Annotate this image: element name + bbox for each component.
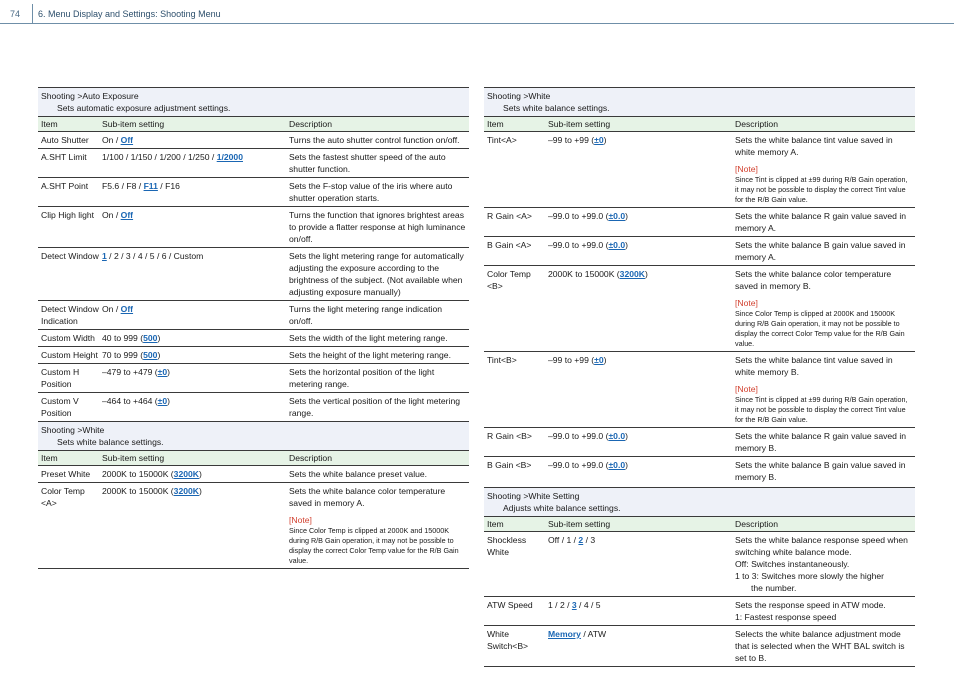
description-line: the number. bbox=[751, 583, 797, 593]
item-name: ATW Speed bbox=[487, 600, 533, 610]
item-name: R Gain <A> bbox=[487, 211, 532, 221]
setting-text: ) bbox=[157, 350, 161, 360]
default-value: 500 bbox=[143, 350, 158, 360]
column-header-item: Item bbox=[41, 453, 58, 463]
section-header bbox=[38, 87, 469, 116]
table-row bbox=[38, 207, 469, 248]
description-text: Sets the white balance color temperature saved in memory B. bbox=[735, 269, 892, 291]
setting-text: 40 to 999 ( bbox=[102, 333, 144, 343]
setting-text: ) bbox=[167, 367, 171, 377]
table-row bbox=[38, 149, 469, 178]
sub-item-setting bbox=[102, 180, 289, 204]
default-value: 3 bbox=[571, 600, 577, 610]
sub-item-setting bbox=[102, 332, 289, 344]
note-label: [Note] bbox=[735, 298, 758, 308]
left-column bbox=[38, 87, 469, 569]
item-name: B Gain <B> bbox=[487, 460, 532, 470]
default-value: 1 bbox=[102, 251, 107, 261]
sub-item-setting bbox=[548, 354, 735, 425]
default-value: 2 bbox=[578, 535, 584, 545]
table-row bbox=[38, 364, 469, 393]
sub-item-setting bbox=[548, 459, 735, 483]
column-header-item: Item bbox=[41, 119, 58, 129]
sub-item-setting bbox=[548, 534, 735, 594]
setting-text: ) bbox=[157, 333, 161, 343]
item-description: Sets the white balance R gain value saved in memory A. bbox=[735, 211, 907, 233]
setting-text: ) bbox=[625, 211, 628, 221]
item-description: Selects the white balance adjustment mode that is selected when the WHT BAL switch is set to B. bbox=[735, 629, 905, 663]
setting-text: –99.0 to +99.0 ( bbox=[548, 240, 609, 250]
setting-text: ) bbox=[603, 135, 607, 145]
note-text: Since Tint is clipped at ±99 during R/B Gain operation, it may not be possible to display the correct Tint value for the R/B Gain value. bbox=[735, 175, 908, 204]
page-number: 74 bbox=[10, 9, 21, 19]
description-text: Sets the white balance color temperature saved in memory A. bbox=[289, 486, 446, 508]
sub-item-setting bbox=[548, 210, 735, 234]
column-header-subitem: Sub-item setting bbox=[548, 519, 611, 529]
default-value: ±0 bbox=[157, 367, 168, 377]
item-description: Sets the white balance B gain value saved in memory B. bbox=[735, 460, 906, 482]
item-description bbox=[735, 534, 915, 594]
item-name: Detect Window Indication bbox=[41, 304, 99, 326]
table-column-headers bbox=[484, 116, 915, 132]
setting-text: 1/100 / 1/150 / 1/200 / 1/250 / bbox=[102, 152, 217, 162]
table-row bbox=[38, 132, 469, 149]
setting-text: On / bbox=[102, 304, 121, 314]
right-column bbox=[484, 87, 915, 667]
section-description: Sets automatic exposure adjustment settings. bbox=[57, 103, 231, 113]
item-name: Clip High light bbox=[41, 210, 95, 220]
setting-text: On / bbox=[102, 210, 121, 220]
default-value: Memory bbox=[548, 629, 581, 639]
table-row bbox=[38, 483, 469, 569]
default-value: ±0 bbox=[594, 135, 604, 145]
item-description: Sets the light metering range for automatically adjusting the exposure according to the brightness of the subject. (Not available when adjusting exposure manually) bbox=[289, 251, 464, 297]
column-header-item: Item bbox=[487, 519, 504, 529]
table-row bbox=[484, 428, 915, 457]
note-text: Since Color Temp is clipped at 2000K and 15000K during R/B Gain operation, it may not be possible to display the correct Color Temp value for the R/B Gain value. bbox=[735, 309, 905, 348]
setting-text: / 2 / 3 / 4 / 5 / 6 / Custom bbox=[106, 251, 204, 261]
setting-text: ) bbox=[625, 240, 628, 250]
table-row bbox=[484, 626, 915, 667]
item-name: Color Temp <B> bbox=[487, 269, 531, 291]
table-row bbox=[484, 532, 915, 597]
column-header-subitem: Sub-item setting bbox=[102, 453, 165, 463]
white-setting-table bbox=[484, 487, 915, 667]
setting-text: / F16 bbox=[157, 181, 180, 191]
setting-text: ) bbox=[167, 396, 171, 406]
item-name: Custom V Position bbox=[41, 396, 79, 418]
section-header bbox=[484, 87, 915, 116]
table-row bbox=[484, 457, 915, 487]
item-description: Sets the horizontal position of the light metering range. bbox=[289, 367, 435, 389]
section-title: Shooting >White Setting bbox=[487, 491, 580, 501]
default-value: Off bbox=[120, 210, 134, 220]
default-value: 1/2000 bbox=[216, 152, 243, 162]
table-row bbox=[38, 466, 469, 483]
note-label: [Note] bbox=[735, 164, 758, 174]
column-header-subitem: Sub-item setting bbox=[102, 119, 165, 129]
chapter-title: 6. Menu Display and Settings: Shooting Menu bbox=[38, 9, 221, 19]
default-value: 3200K bbox=[173, 486, 199, 496]
sub-item-setting bbox=[548, 430, 735, 454]
header-divider bbox=[32, 4, 33, 24]
table-row bbox=[484, 132, 915, 208]
table-column-headers bbox=[484, 516, 915, 532]
description-line: 1: Fastest response speed bbox=[735, 612, 837, 622]
setting-text: –99 to +99 ( bbox=[548, 355, 595, 365]
section-header bbox=[484, 487, 915, 516]
item-name: Color Temp <A> bbox=[41, 486, 85, 508]
default-value: 3200K bbox=[173, 469, 199, 479]
note-text: Since Color Temp is clipped at 2000K and 15000K during R/B Gain operation, it may not be possible to display the correct Color Temp value for the R/B Gain value. bbox=[289, 526, 459, 565]
setting-text: 70 to 999 ( bbox=[102, 350, 144, 360]
default-value: F11 bbox=[143, 181, 158, 191]
section-header bbox=[38, 421, 469, 450]
sub-item-setting bbox=[102, 349, 289, 361]
item-description bbox=[735, 354, 915, 425]
sub-item-setting bbox=[102, 151, 289, 175]
default-value: ±0 bbox=[594, 355, 604, 365]
default-value: ±0 bbox=[157, 396, 168, 406]
setting-text: On / bbox=[102, 135, 121, 145]
item-description bbox=[735, 268, 915, 349]
note-text: Since Tint is clipped at ±99 during R/B Gain operation, it may not be possible to display the correct Tint value for the R/B Gain value. bbox=[735, 395, 908, 424]
sub-item-setting bbox=[102, 395, 289, 419]
table-row bbox=[38, 347, 469, 364]
section-description: Adjusts white balance settings. bbox=[503, 503, 621, 513]
table-row bbox=[484, 597, 915, 626]
item-description: Turns the auto shutter control function on/off. bbox=[289, 135, 460, 145]
page-header bbox=[0, 0, 954, 24]
white-table-left bbox=[38, 421, 469, 569]
sub-item-setting bbox=[102, 134, 289, 146]
item-name: Shockless White bbox=[487, 535, 527, 557]
setting-text: / 4 / 5 bbox=[576, 600, 601, 610]
item-description: Sets the fastest shutter speed of the auto shutter function. bbox=[289, 152, 446, 174]
setting-text: F5.6 / F8 / bbox=[102, 181, 144, 191]
item-name: White Switch<B> bbox=[487, 629, 529, 651]
item-description: Sets the white balance preset value. bbox=[289, 469, 428, 479]
table-row bbox=[38, 301, 469, 330]
setting-text: –99 to +99 ( bbox=[548, 135, 595, 145]
setting-text: 1 / 2 / bbox=[548, 600, 572, 610]
setting-text: –464 to +464 ( bbox=[102, 396, 158, 406]
sub-item-setting bbox=[102, 485, 289, 566]
setting-text: Off / 1 / bbox=[548, 535, 579, 545]
table-row bbox=[38, 393, 469, 421]
item-name: Custom Height bbox=[41, 350, 98, 360]
sub-item-setting bbox=[548, 628, 735, 664]
item-description: Sets the F-stop value of the iris where auto shutter operation starts. bbox=[289, 181, 453, 203]
sub-item-setting bbox=[102, 209, 289, 245]
default-value: 3200K bbox=[619, 269, 645, 279]
column-header-description: Description bbox=[735, 119, 778, 129]
column-header-description: Description bbox=[289, 453, 332, 463]
setting-text: 2000K to 15000K ( bbox=[102, 486, 174, 496]
item-description: Sets the width of the light metering range. bbox=[289, 333, 448, 343]
item-name: Detect Window bbox=[41, 251, 99, 261]
section-description: Sets white balance settings. bbox=[57, 437, 164, 447]
default-value: ±0.0 bbox=[608, 211, 626, 221]
default-value: 500 bbox=[143, 333, 158, 343]
table-column-headers bbox=[38, 450, 469, 466]
default-value: ±0.0 bbox=[608, 240, 626, 250]
sub-item-setting bbox=[548, 134, 735, 205]
item-name: Tint<B> bbox=[487, 355, 517, 365]
table-row bbox=[484, 237, 915, 266]
item-name: R Gain <B> bbox=[487, 431, 532, 441]
sub-item-setting bbox=[102, 366, 289, 390]
item-description bbox=[735, 599, 915, 623]
item-description bbox=[735, 134, 915, 205]
section-title: Shooting >White bbox=[487, 91, 551, 101]
item-name: Custom H Position bbox=[41, 367, 80, 389]
sub-item-setting bbox=[548, 268, 735, 349]
setting-text: 2000K to 15000K ( bbox=[102, 469, 174, 479]
setting-text: ) bbox=[625, 460, 628, 470]
section-description: Sets white balance settings. bbox=[503, 103, 610, 113]
item-description: Sets the vertical position of the light metering range. bbox=[289, 396, 461, 418]
setting-text: / 3 bbox=[583, 535, 596, 545]
item-name: Tint<A> bbox=[487, 135, 517, 145]
description-text: Sets the response speed in ATW mode. bbox=[735, 600, 886, 610]
column-header-description: Description bbox=[289, 119, 332, 129]
setting-text: ) bbox=[199, 469, 202, 479]
item-name: A.SHT Point bbox=[41, 181, 89, 191]
setting-text: 2000K to 15000K ( bbox=[548, 269, 620, 279]
table-row bbox=[38, 330, 469, 347]
default-value: Off bbox=[120, 135, 134, 145]
default-value: ±0.0 bbox=[608, 431, 626, 441]
setting-text: ) bbox=[199, 486, 202, 496]
setting-text: –99.0 to +99.0 ( bbox=[548, 460, 609, 470]
table-row bbox=[38, 248, 469, 301]
white-table-right bbox=[484, 87, 915, 487]
sub-item-setting bbox=[102, 303, 289, 327]
note-label: [Note] bbox=[735, 384, 758, 394]
sub-item-setting bbox=[548, 239, 735, 263]
item-description: Sets the white balance R gain value saved in memory B. bbox=[735, 431, 907, 453]
item-description bbox=[289, 485, 469, 566]
auto-exposure-table bbox=[38, 87, 469, 421]
table-row bbox=[484, 352, 915, 428]
description-line: 1 to 3: Switches more slowly the higher bbox=[735, 571, 885, 581]
item-name: Custom Width bbox=[41, 333, 95, 343]
item-name: A.SHT Limit bbox=[41, 152, 87, 162]
setting-text: ) bbox=[625, 431, 628, 441]
item-description: Sets the height of the light metering range. bbox=[289, 350, 451, 360]
description-text: Sets the white balance tint value saved in white memory A. bbox=[735, 135, 893, 157]
item-description: Turns the light metering range indication on/off. bbox=[289, 304, 443, 326]
item-description: Turns the function that ignores brightest areas to provide a flatter response at high luminance on/off. bbox=[289, 210, 466, 244]
setting-text: –479 to +479 ( bbox=[102, 367, 158, 377]
description-text: Sets the white balance tint value saved in white memory B. bbox=[735, 355, 893, 377]
sub-item-setting bbox=[102, 468, 289, 480]
default-value: Off bbox=[120, 304, 134, 314]
section-title: Shooting >White bbox=[41, 425, 105, 435]
default-value: ±0.0 bbox=[608, 460, 626, 470]
item-name: Auto Shutter bbox=[41, 135, 89, 145]
setting-text: –99.0 to +99.0 ( bbox=[548, 431, 609, 441]
sub-item-setting bbox=[548, 599, 735, 623]
item-description: Sets the white balance B gain value saved in memory A. bbox=[735, 240, 906, 262]
description-line: Off: Switches instantaneously. bbox=[735, 559, 850, 569]
table-row bbox=[484, 266, 915, 352]
item-name: B Gain <A> bbox=[487, 240, 532, 250]
setting-text: ) bbox=[603, 355, 607, 365]
sub-item-setting bbox=[102, 250, 289, 298]
column-header-item: Item bbox=[487, 119, 504, 129]
item-name: Preset White bbox=[41, 469, 91, 479]
setting-text: ) bbox=[645, 269, 648, 279]
column-header-description: Description bbox=[735, 519, 778, 529]
setting-text: / ATW bbox=[580, 629, 607, 639]
note-label: [Note] bbox=[289, 515, 312, 525]
column-header-subitem: Sub-item setting bbox=[548, 119, 611, 129]
section-title: Shooting >Auto Exposure bbox=[41, 91, 139, 101]
table-column-headers bbox=[38, 116, 469, 132]
table-row bbox=[38, 178, 469, 207]
setting-text: –99.0 to +99.0 ( bbox=[548, 211, 609, 221]
description-text: Sets the white balance response speed when switching white balance mode. bbox=[735, 535, 908, 557]
table-row bbox=[484, 208, 915, 237]
